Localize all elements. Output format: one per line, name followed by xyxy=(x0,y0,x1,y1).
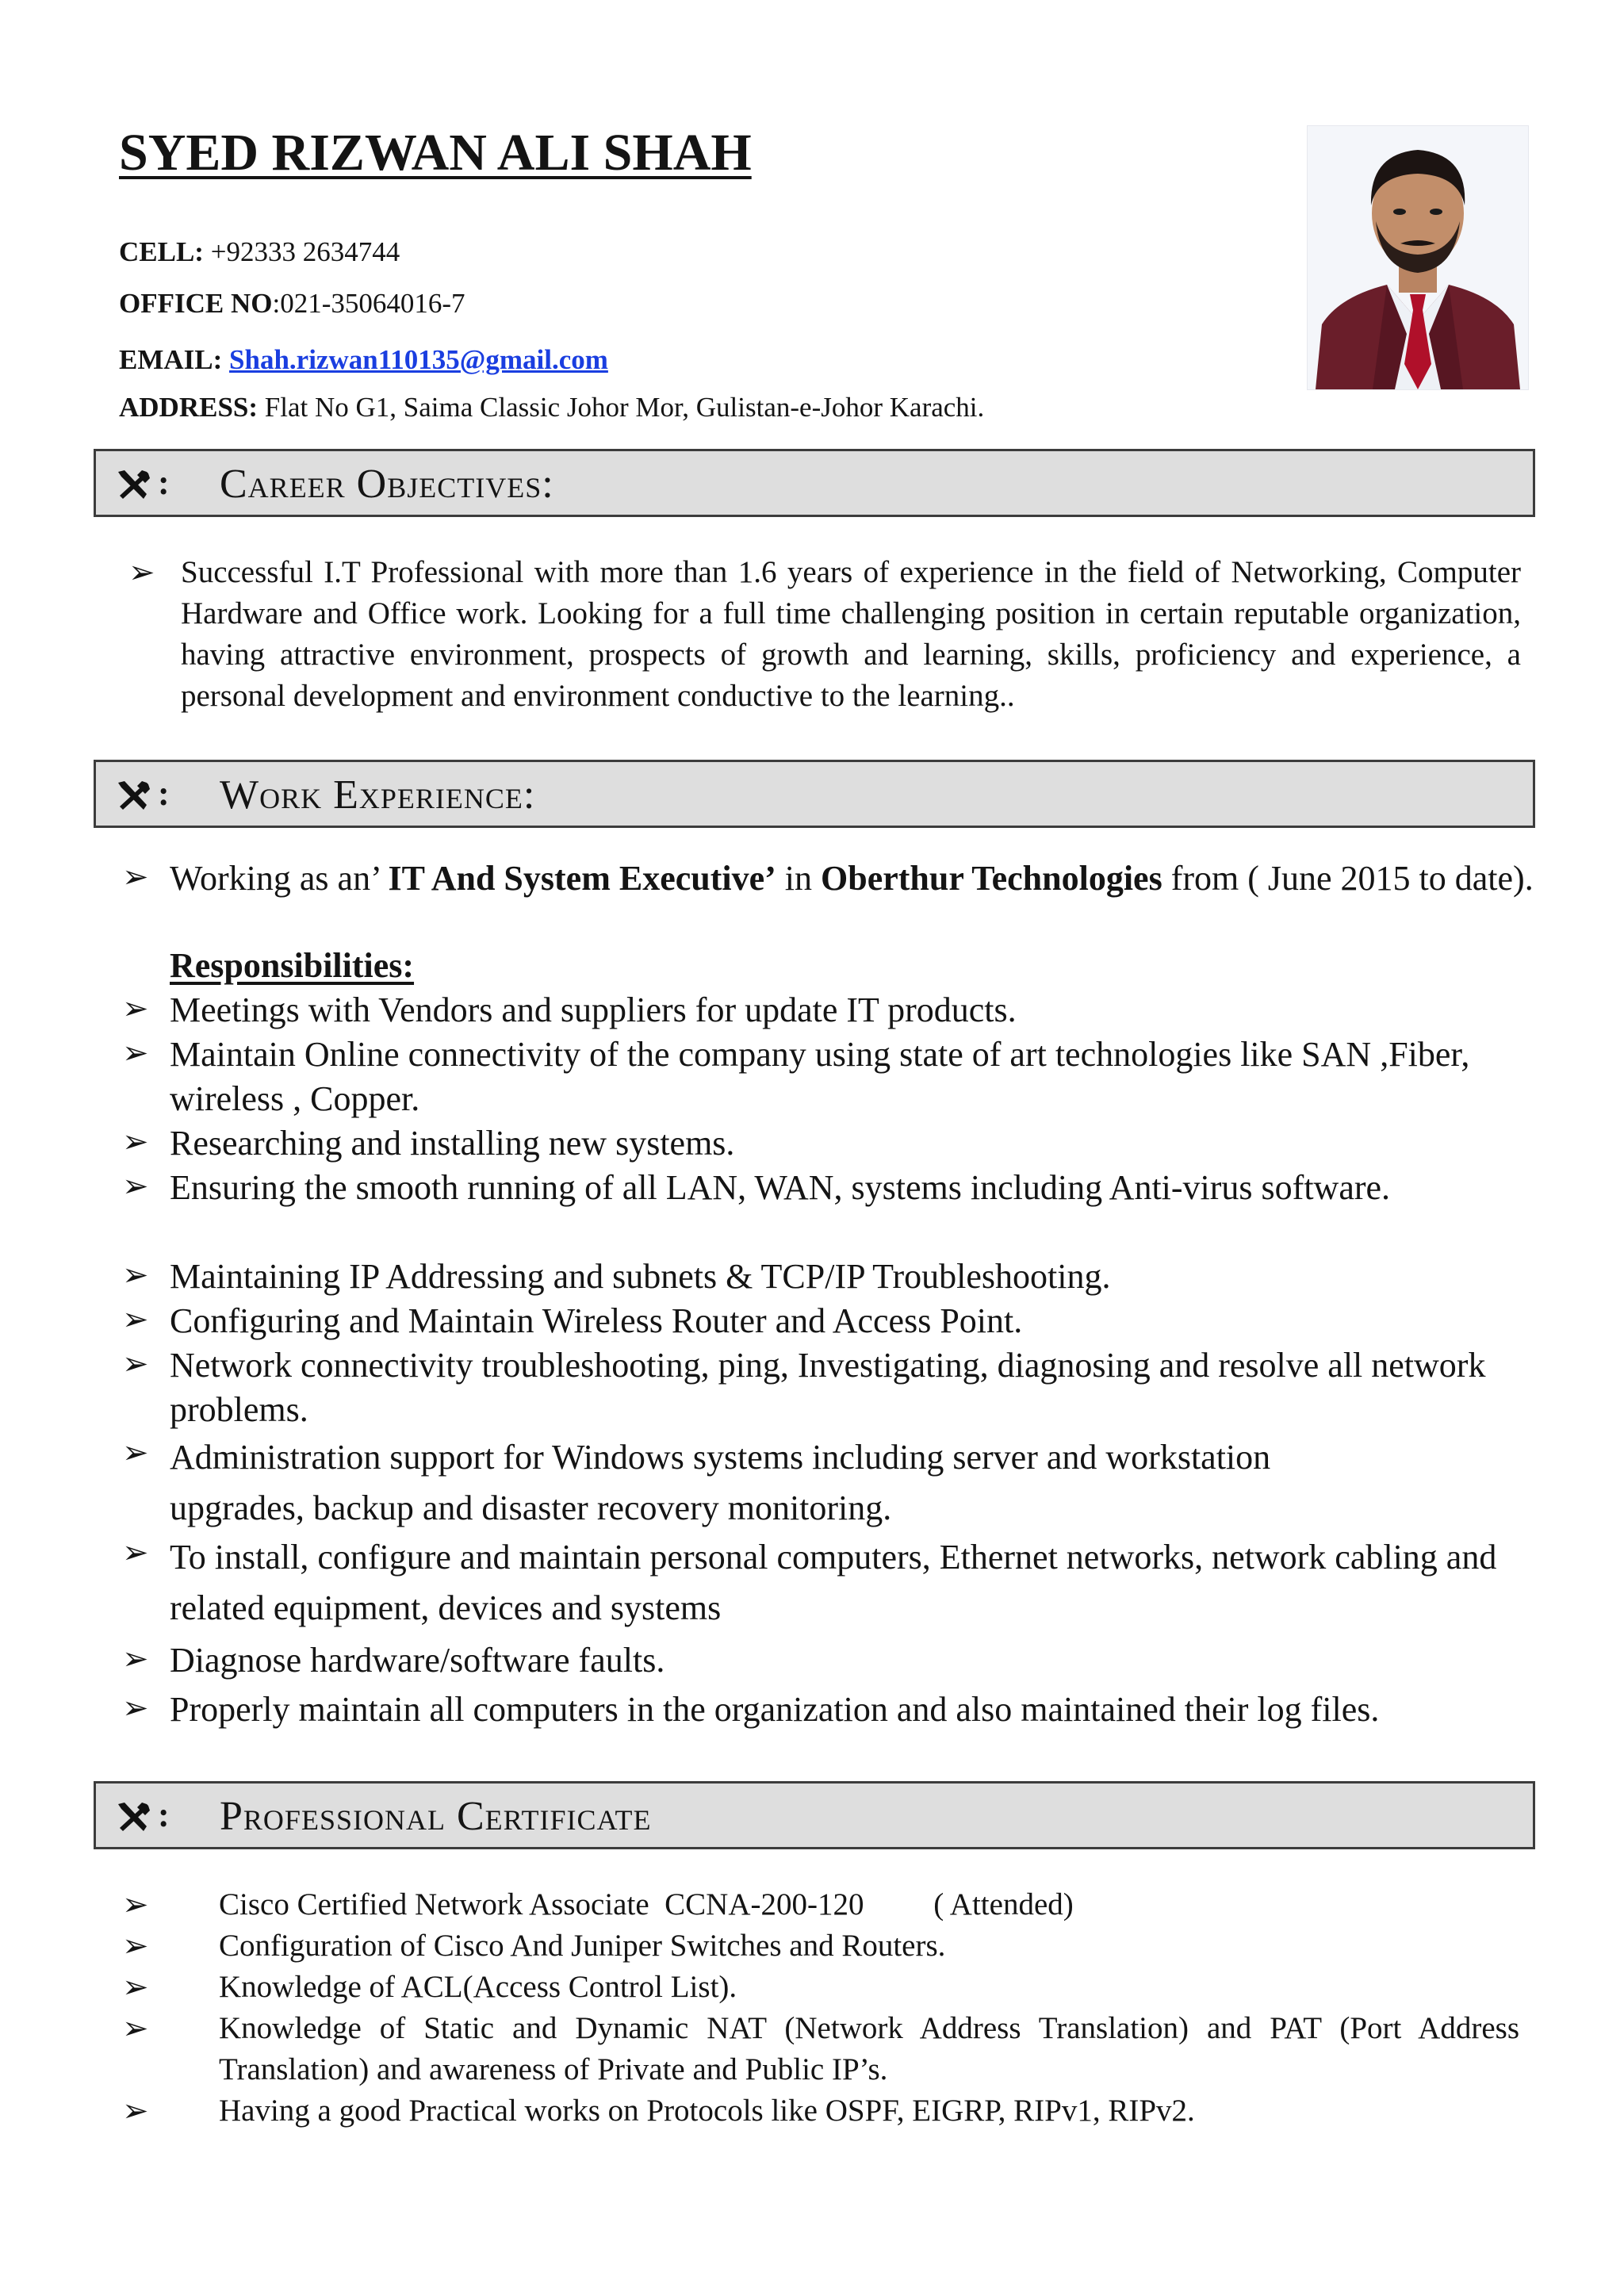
office-label: OFFICE NO xyxy=(119,288,273,319)
responsibility-item: To install, configure and maintain personal computers, Ethernet networks, network cabling and related equipment, devices and systems xyxy=(170,1538,1497,1627)
cell-value: +92333 2634744 xyxy=(210,236,400,267)
bullet-arrow-icon: ➢ xyxy=(122,1435,149,1471)
tools-icon xyxy=(113,1799,151,1834)
company-name: Oberthur Technologies xyxy=(821,859,1162,898)
bullet-arrow-icon: ➢ xyxy=(122,859,149,895)
bullet-arrow-icon: ➢ xyxy=(122,1124,149,1160)
bullet-arrow-icon: ➢ xyxy=(122,1346,149,1382)
responsibility-item: Diagnose hardware/software faults. xyxy=(170,1641,665,1680)
responsibility-item: Network connectivity troubleshooting, ping, Investigating, diagnosing and resolve all network problems. xyxy=(170,1346,1486,1429)
bullet-arrow-icon: ➢ xyxy=(122,2093,149,2129)
career-objective-text: Successful I.T Professional with more than 1.6 years of experience in the field of Networking, Computer Hardware and Office work. Looking for a full time challenging position in certain reputable organization, having attractive environment, prospects of growth and learning, skills, proficiency and experience, a personal development and environment conductive to the learning.. xyxy=(181,555,1521,713)
tools-icon xyxy=(113,467,151,502)
section-title: Work Experience: xyxy=(220,772,536,818)
bullet-arrow-icon: ➢ xyxy=(122,1168,149,1205)
bullet-arrow-icon: ➢ xyxy=(122,1035,149,1071)
profile-photo-illustration xyxy=(1308,126,1528,389)
candidate-name: SYED RIZWAN ALI SHAH xyxy=(119,124,752,182)
certificate-item: Knowledge of Static and Dynamic NAT (Network Address Translation) and PAT (Port Address Translation) and awareness of Private and Public IP’s. xyxy=(219,2011,1519,2086)
certificate-item: Knowledge of ACL(Access Control List). xyxy=(219,1970,737,2004)
bullet-arrow-icon: ➢ xyxy=(122,1887,149,1923)
intro-post: from ( June 2015 to date). xyxy=(1162,859,1534,898)
certificate-item: Configuration of Cisco And Juniper Switches and Routers. xyxy=(219,1929,946,1963)
responsibility-item: Researching and installing new systems. xyxy=(170,1124,735,1163)
section-career-objectives xyxy=(94,449,1535,517)
office-line xyxy=(119,288,465,320)
responsibility-item: Administration support for Windows systems including server and workstation upgrades, backup and disaster recovery monitoring. xyxy=(170,1438,1271,1527)
responsibilities-heading: Responsibilities: xyxy=(170,946,415,985)
office-value: :021-35064016-7 xyxy=(272,288,465,319)
responsibility-item: Meetings with Vendors and suppliers for update IT products. xyxy=(170,990,1017,1029)
address-line xyxy=(119,392,984,423)
cell-label: CELL: xyxy=(119,236,204,267)
bullet-arrow-icon: ➢ xyxy=(128,554,155,591)
cell-line xyxy=(119,236,400,268)
tools-icon xyxy=(113,778,151,813)
bullet-arrow-icon: ➢ xyxy=(122,1534,149,1571)
section-colon: : xyxy=(158,463,170,502)
intro-mid: in xyxy=(776,859,822,898)
bullet-arrow-icon: ➢ xyxy=(122,1969,149,2006)
responsibility-item: Configuring and Maintain Wireless Router and Access Point. xyxy=(170,1301,1023,1340)
section-title: Career Objectives: xyxy=(220,462,554,507)
bullet-arrow-icon: ➢ xyxy=(122,990,149,1027)
address-value: Flat No G1, Saima Classic Johor Mor, Gulistan-e-Johor Karachi. xyxy=(264,392,985,423)
job-role: IT And System Executive’ xyxy=(388,859,776,898)
section-professional-certificate xyxy=(94,1781,1535,1849)
bullet-arrow-icon: ➢ xyxy=(122,1301,149,1338)
responsibility-item: Ensuring the smooth running of all LAN, WAN, systems including Anti-virus software. xyxy=(170,1168,1391,1207)
profile-photo xyxy=(1307,125,1529,390)
email-line xyxy=(119,344,608,376)
section-work-experience xyxy=(94,760,1535,828)
bullet-arrow-icon: ➢ xyxy=(122,1257,149,1293)
bullet-arrow-icon: ➢ xyxy=(122,1690,149,1726)
section-colon: : xyxy=(158,774,170,813)
certificate-item: Having a good Practical works on Protocols like OSPF, EIGRP, RIPv1, RIPv2. xyxy=(219,2094,1195,2128)
address-label: ADDRESS: xyxy=(119,392,259,423)
bullet-arrow-icon: ➢ xyxy=(122,1928,149,1964)
section-colon: : xyxy=(158,1795,170,1834)
bullet-arrow-icon: ➢ xyxy=(122,2010,149,2047)
certificate-item: Cisco Certified Network Associate CCNA-200-120 ( Attended) xyxy=(219,1887,1074,1921)
section-title: Professional Certificate xyxy=(220,1794,652,1839)
bullet-arrow-icon: ➢ xyxy=(122,1641,149,1677)
responsibility-item: Maintain Online connectivity of the company using state of art technologies like SAN ,Fiber, wireless , Copper. xyxy=(170,1035,1470,1118)
responsibility-item: Maintaining IP Addressing and subnets & TCP/IP Troubleshooting. xyxy=(170,1257,1111,1296)
responsibility-item: Properly maintain all computers in the organization and also maintained their log files. xyxy=(170,1690,1380,1729)
email-label: EMAIL: xyxy=(119,344,223,375)
intro-pre: Working as an’ xyxy=(170,859,389,898)
email-link[interactable]: Shah.rizwan110135@gmail.com xyxy=(229,344,608,375)
work-intro xyxy=(170,856,1534,901)
